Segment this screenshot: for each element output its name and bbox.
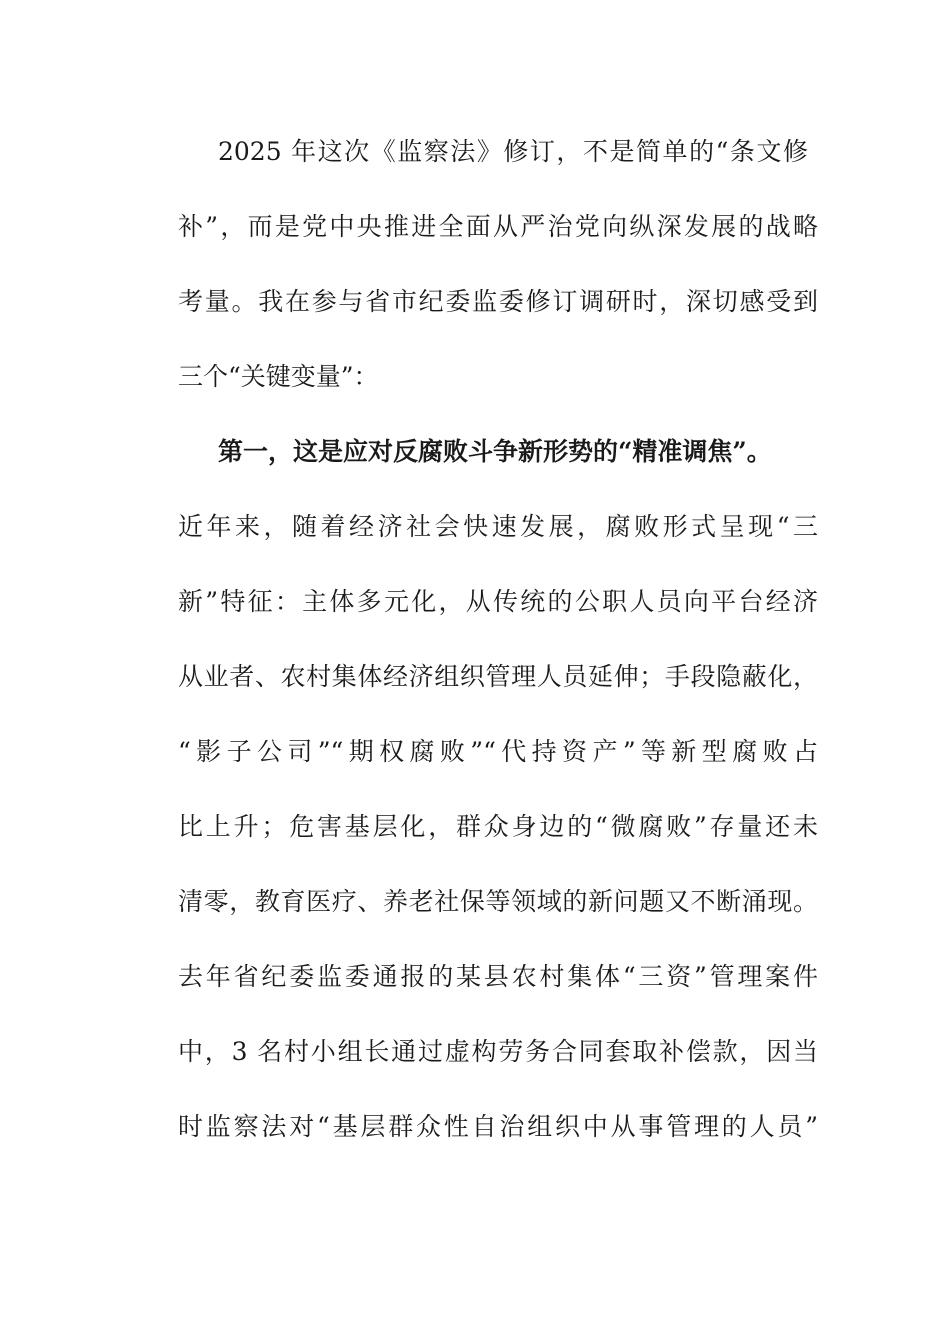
text-line: 新”特征：主体多元化，从传统的公职人员向平台经济 <box>178 587 818 616</box>
text-line: 去年省纪委监委通报的某县农村集体“三资”管理案件 <box>178 962 818 991</box>
text-line: 补”，而是党中央推进全面从严治党向纵深发展的战略 <box>178 212 818 241</box>
text-line: “影子公司”“期权腐败”“代持资产”等新型腐败占 <box>178 737 818 766</box>
text-line: 中，3 名村小组长通过虚构劳务合同套取补偿款，因当 <box>178 1037 818 1066</box>
text-line: 考量。我在参与省市纪委监委修订调研时，深切感受到 <box>178 287 818 316</box>
text-line: 三个“关键变量”： <box>178 362 379 391</box>
section-heading: 第一，这是应对反腐败斗争新形势的“精准调焦”。 <box>218 437 772 466</box>
text-line: 比上升；危害基层化，群众身边的“微腐败”存量还未 <box>178 812 818 841</box>
text-line: 2025 年这次《监察法》修订，不是简单的“条文修 <box>218 137 808 166</box>
text-line: 时监察法对“基层群众性自治组织中从事管理的人员” <box>178 1112 818 1141</box>
text-line: 清零，教育医疗、养老社保等领域的新问题又不断涌现。 <box>178 887 818 916</box>
text-line: 从业者、农村集体经济组织管理人员延伸；手段隐蔽化， <box>178 662 818 691</box>
text-line: 近年来，随着经济社会快速发展，腐败形式呈现“三 <box>178 512 818 541</box>
